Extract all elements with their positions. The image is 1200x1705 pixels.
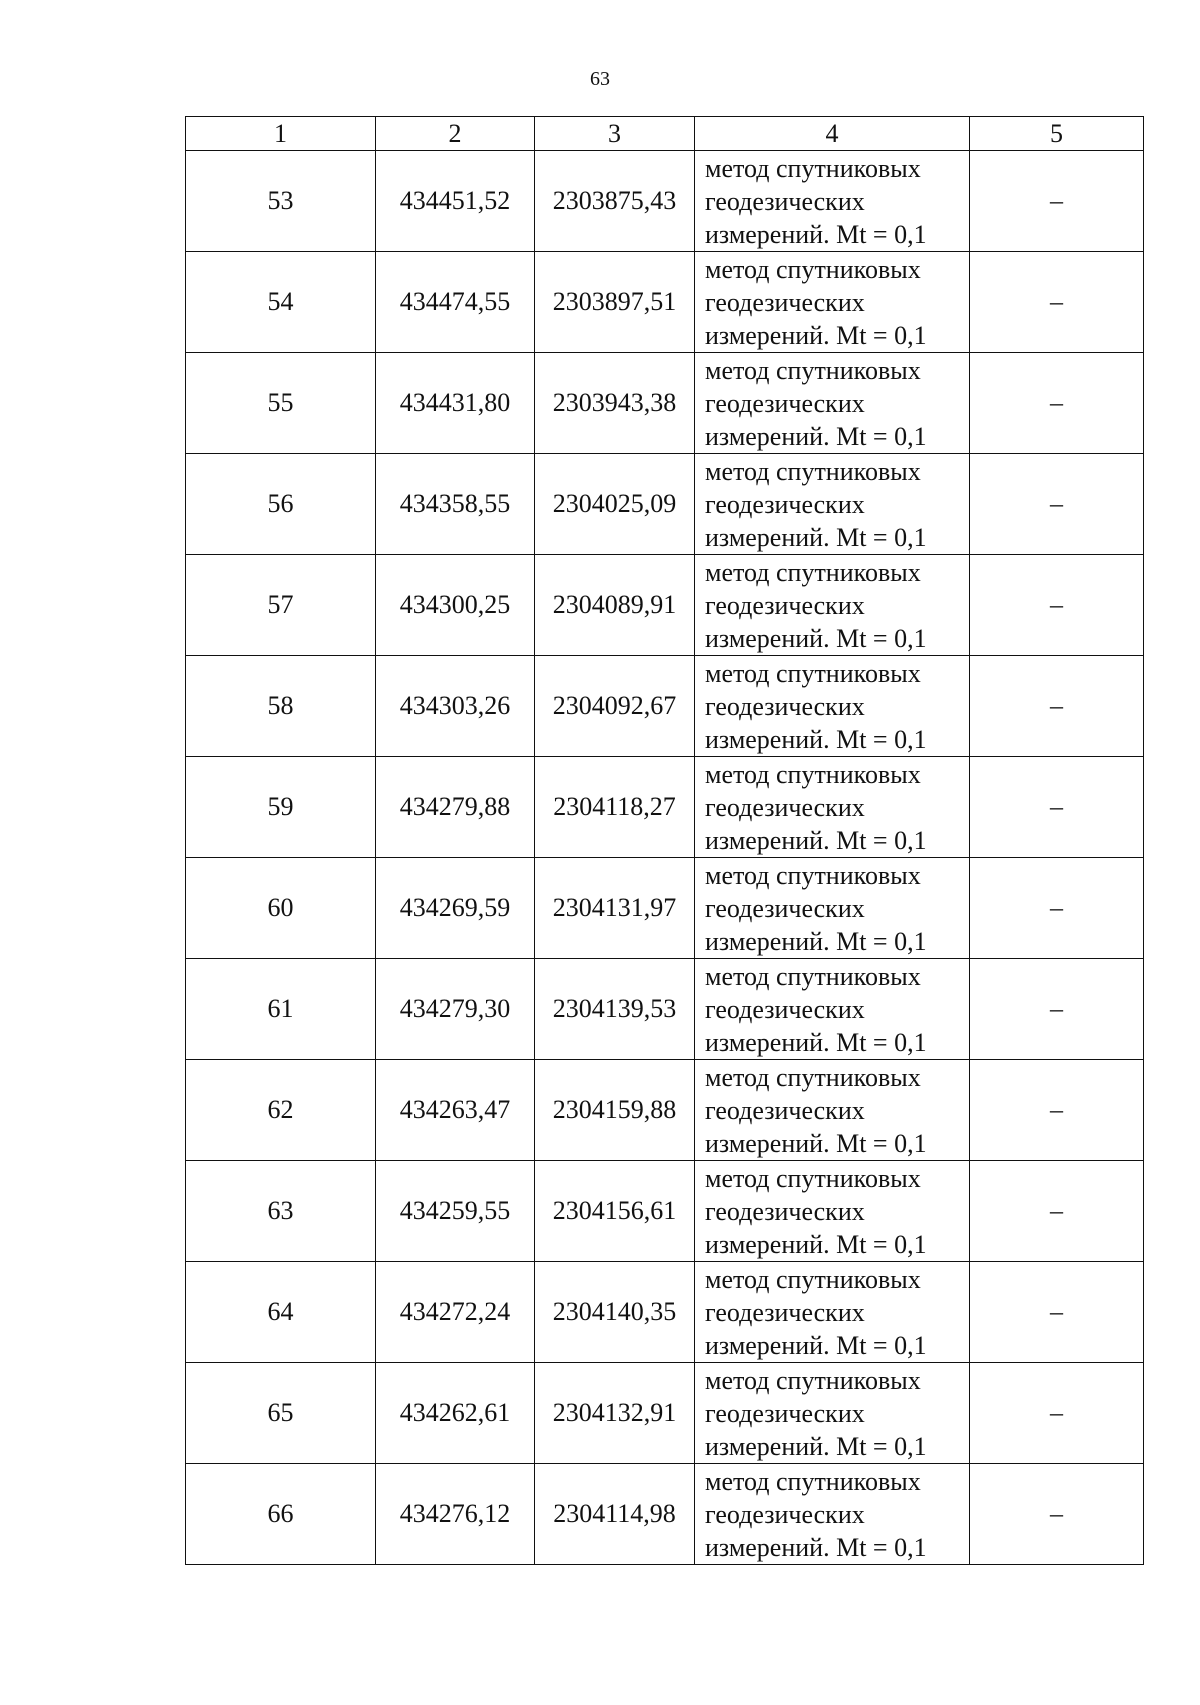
page-number: 63 bbox=[590, 68, 610, 90]
method-line: метод спутниковых bbox=[705, 658, 921, 688]
column-header-3: 3 bbox=[535, 117, 695, 151]
method-cell bbox=[695, 454, 970, 555]
coordinates-table bbox=[185, 116, 1144, 1565]
method-line: геодезических bbox=[705, 1196, 865, 1226]
method-line: измерений. Mt = 0,1 bbox=[705, 724, 927, 754]
method-line: метод спутниковых bbox=[705, 153, 921, 183]
x-coordinate-cell: 434451,52 bbox=[376, 151, 535, 252]
table-row bbox=[186, 858, 1144, 959]
method-line: геодезических bbox=[705, 287, 865, 317]
method-line: метод спутниковых bbox=[705, 254, 921, 284]
y-coordinate-cell: 2304092,67 bbox=[535, 656, 695, 757]
note-cell: – bbox=[970, 656, 1144, 757]
column-header-1: 1 bbox=[186, 117, 376, 151]
y-coordinate-cell: 2304114,98 bbox=[535, 1464, 695, 1565]
method-line: метод спутниковых bbox=[705, 1163, 921, 1193]
y-coordinate-cell: 2304139,53 bbox=[535, 959, 695, 1060]
note-cell: – bbox=[970, 757, 1144, 858]
table-row bbox=[186, 1363, 1144, 1464]
point-number-cell: 53 bbox=[186, 151, 376, 252]
method-line: метод спутниковых bbox=[705, 759, 921, 789]
method-cell bbox=[695, 757, 970, 858]
method-line: геодезических bbox=[705, 489, 865, 519]
method-line: измерений. Mt = 0,1 bbox=[705, 1128, 927, 1158]
method-line: измерений. Mt = 0,1 bbox=[705, 1431, 927, 1461]
note-cell: – bbox=[970, 454, 1144, 555]
x-coordinate-cell: 434358,55 bbox=[376, 454, 535, 555]
x-coordinate-cell: 434279,30 bbox=[376, 959, 535, 1060]
point-number-cell: 64 bbox=[186, 1262, 376, 1363]
method-line: метод спутниковых bbox=[705, 961, 921, 991]
note-cell: – bbox=[970, 555, 1144, 656]
table-row bbox=[186, 454, 1144, 555]
y-coordinate-cell: 2303943,38 bbox=[535, 353, 695, 454]
method-cell bbox=[695, 858, 970, 959]
method-cell bbox=[695, 555, 970, 656]
note-cell: – bbox=[970, 1464, 1144, 1565]
x-coordinate-cell: 434262,61 bbox=[376, 1363, 535, 1464]
method-cell bbox=[695, 353, 970, 454]
table-row bbox=[186, 959, 1144, 1060]
method-line: метод спутниковых bbox=[705, 1062, 921, 1092]
method-line: измерений. Mt = 0,1 bbox=[705, 421, 927, 451]
y-coordinate-cell: 2304118,27 bbox=[535, 757, 695, 858]
column-header-4: 4 bbox=[695, 117, 970, 151]
note-cell: – bbox=[970, 151, 1144, 252]
x-coordinate-cell: 434272,24 bbox=[376, 1262, 535, 1363]
method-line: измерений. Mt = 0,1 bbox=[705, 1330, 927, 1360]
table-row bbox=[186, 555, 1144, 656]
method-line: измерений. Mt = 0,1 bbox=[705, 320, 927, 350]
table-body bbox=[186, 151, 1144, 1565]
method-cell bbox=[695, 1161, 970, 1262]
note-cell: – bbox=[970, 1262, 1144, 1363]
table-row bbox=[186, 1060, 1144, 1161]
point-number-cell: 61 bbox=[186, 959, 376, 1060]
method-line: геодезических bbox=[705, 388, 865, 418]
point-number-cell: 66 bbox=[186, 1464, 376, 1565]
method-cell bbox=[695, 252, 970, 353]
y-coordinate-cell: 2303875,43 bbox=[535, 151, 695, 252]
method-line: измерений. Mt = 0,1 bbox=[705, 522, 927, 552]
y-coordinate-cell: 2304025,09 bbox=[535, 454, 695, 555]
point-number-cell: 56 bbox=[186, 454, 376, 555]
method-cell bbox=[695, 151, 970, 252]
method-line: измерений. Mt = 0,1 bbox=[705, 926, 927, 956]
note-cell: – bbox=[970, 353, 1144, 454]
y-coordinate-cell: 2304140,35 bbox=[535, 1262, 695, 1363]
method-line: метод спутниковых bbox=[705, 1264, 921, 1294]
table-row bbox=[186, 656, 1144, 757]
method-line: измерений. Mt = 0,1 bbox=[705, 219, 927, 249]
method-line: геодезических bbox=[705, 590, 865, 620]
y-coordinate-cell: 2304131,97 bbox=[535, 858, 695, 959]
method-line: метод спутниковых bbox=[705, 1365, 921, 1395]
method-line: геодезических bbox=[705, 691, 865, 721]
method-cell bbox=[695, 1363, 970, 1464]
point-number-cell: 62 bbox=[186, 1060, 376, 1161]
method-cell bbox=[695, 1262, 970, 1363]
x-coordinate-cell: 434276,12 bbox=[376, 1464, 535, 1565]
method-line: метод спутниковых bbox=[705, 456, 921, 486]
point-number-cell: 60 bbox=[186, 858, 376, 959]
table-row bbox=[186, 1464, 1144, 1565]
method-line: метод спутниковых bbox=[705, 557, 921, 587]
note-cell: – bbox=[970, 252, 1144, 353]
method-cell bbox=[695, 959, 970, 1060]
method-line: геодезических bbox=[705, 792, 865, 822]
method-line: метод спутниковых bbox=[705, 355, 921, 385]
table-row bbox=[186, 151, 1144, 252]
y-coordinate-cell: 2304132,91 bbox=[535, 1363, 695, 1464]
table-row bbox=[186, 252, 1144, 353]
method-line: метод спутниковых bbox=[705, 1466, 921, 1496]
y-coordinate-cell: 2304089,91 bbox=[535, 555, 695, 656]
table-header-row bbox=[186, 117, 1144, 151]
point-number-cell: 58 bbox=[186, 656, 376, 757]
method-line: геодезических bbox=[705, 1297, 865, 1327]
method-line: геодезических bbox=[705, 893, 865, 923]
method-line: измерений. Mt = 0,1 bbox=[705, 1027, 927, 1057]
table-row bbox=[186, 757, 1144, 858]
method-line: измерений. Mt = 0,1 bbox=[705, 1229, 927, 1259]
note-cell: – bbox=[970, 858, 1144, 959]
table-row bbox=[186, 1161, 1144, 1262]
method-line: геодезических bbox=[705, 186, 865, 216]
method-line: геодезических bbox=[705, 994, 865, 1024]
method-line: геодезических bbox=[705, 1499, 865, 1529]
x-coordinate-cell: 434300,25 bbox=[376, 555, 535, 656]
y-coordinate-cell: 2304156,61 bbox=[535, 1161, 695, 1262]
point-number-cell: 57 bbox=[186, 555, 376, 656]
point-number-cell: 63 bbox=[186, 1161, 376, 1262]
x-coordinate-cell: 434303,26 bbox=[376, 656, 535, 757]
x-coordinate-cell: 434263,47 bbox=[376, 1060, 535, 1161]
note-cell: – bbox=[970, 1161, 1144, 1262]
note-cell: – bbox=[970, 1060, 1144, 1161]
method-line: метод спутниковых bbox=[705, 860, 921, 890]
method-line: геодезических bbox=[705, 1095, 865, 1125]
method-cell bbox=[695, 1464, 970, 1565]
point-number-cell: 65 bbox=[186, 1363, 376, 1464]
point-number-cell: 59 bbox=[186, 757, 376, 858]
y-coordinate-cell: 2303897,51 bbox=[535, 252, 695, 353]
x-coordinate-cell: 434474,55 bbox=[376, 252, 535, 353]
column-header-2: 2 bbox=[376, 117, 535, 151]
method-line: измерений. Mt = 0,1 bbox=[705, 623, 927, 653]
method-line: измерений. Mt = 0,1 bbox=[705, 825, 927, 855]
x-coordinate-cell: 434259,55 bbox=[376, 1161, 535, 1262]
x-coordinate-cell: 434431,80 bbox=[376, 353, 535, 454]
method-cell bbox=[695, 656, 970, 757]
point-number-cell: 55 bbox=[186, 353, 376, 454]
note-cell: – bbox=[970, 959, 1144, 1060]
point-number-cell: 54 bbox=[186, 252, 376, 353]
x-coordinate-cell: 434279,88 bbox=[376, 757, 535, 858]
note-cell: – bbox=[970, 1363, 1144, 1464]
column-header-5: 5 bbox=[970, 117, 1144, 151]
x-coordinate-cell: 434269,59 bbox=[376, 858, 535, 959]
method-line: геодезических bbox=[705, 1398, 865, 1428]
method-line: измерений. Mt = 0,1 bbox=[705, 1532, 927, 1562]
table-row bbox=[186, 353, 1144, 454]
y-coordinate-cell: 2304159,88 bbox=[535, 1060, 695, 1161]
table-row bbox=[186, 1262, 1144, 1363]
method-cell bbox=[695, 1060, 970, 1161]
